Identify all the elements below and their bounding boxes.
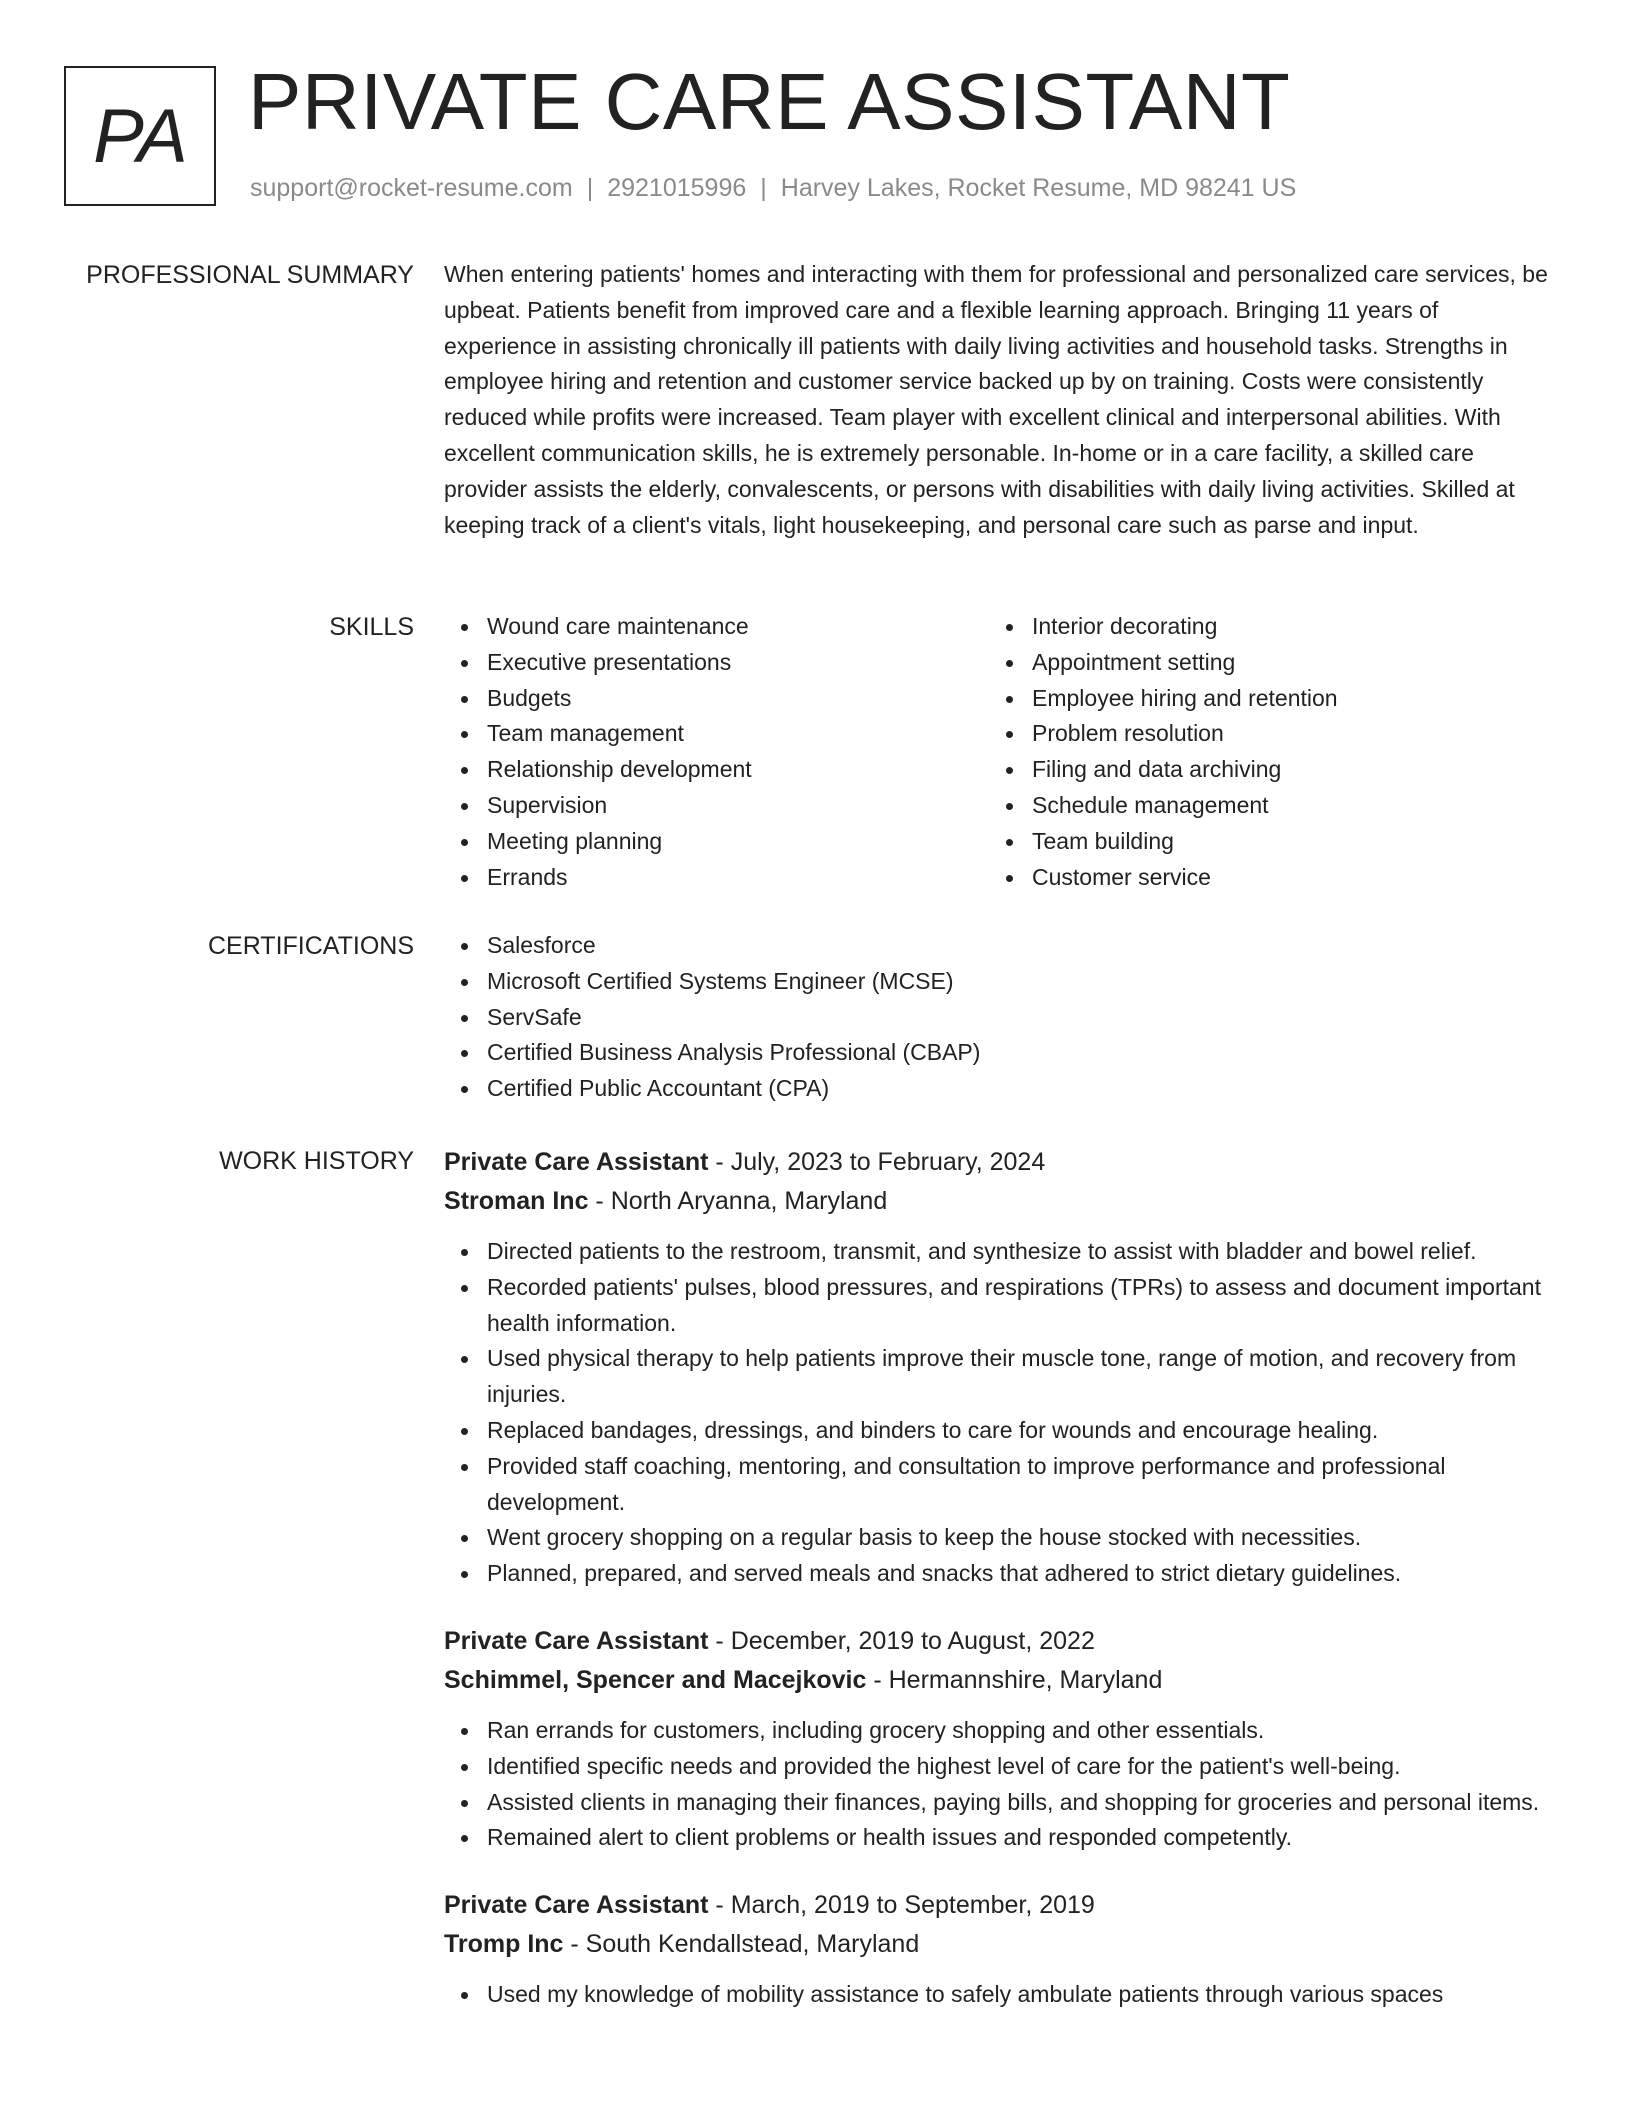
skill-item: Executive presentations [444, 645, 989, 681]
job-company-line [444, 1925, 1556, 1964]
job-company: Tromp Inc [444, 1930, 564, 1959]
job-duty-item: Assisted clients in managing their finances, paying bills, and shopping for groceries and personal items. [444, 1785, 1556, 1821]
skills-list-left [444, 609, 989, 895]
job-duties-list [444, 1234, 1556, 1592]
contact-separator: | [586, 174, 594, 202]
section-label-skills: SKILLS [329, 613, 414, 641]
skills-body [444, 609, 1556, 895]
skill-item: Filing and data archiving [989, 752, 1534, 788]
skill-item: Employee hiring and retention [989, 681, 1534, 717]
job-duty-item: Provided staff coaching, mentoring, and consultation to improve performance and professional development. [444, 1449, 1556, 1521]
job-entry [444, 1886, 1556, 2013]
summary-text: When entering patients' homes and interacting with them for professional and personalized care services, be upbeat. Patients benefit from improved care and a flexible learning approach. Bringing 11 years of experience in assisting chronically ill patients with daily living activities and household tasks. Strengths in employee hiring and retention and customer service backed up by on training. Costs were consistently reduced while profits were increased. Team player with excellent clinical and interpersonal abilities. With excellent communication skills, he is extremely personable. In-home or in a care facility, a skilled care provider assists the elderly, convalescents, or persons with disabilities with daily living activities. Skilled at keeping track of a client's vitals, light housekeeping, and personal care such as parse and input. [444, 261, 1548, 538]
skill-item: Customer service [989, 860, 1534, 896]
skill-item: Schedule management [989, 788, 1534, 824]
job-company: Stroman Inc [444, 1187, 589, 1215]
contact-email: support@rocket-resume.com [250, 174, 573, 202]
certification-item: Certified Business Analysis Professional (CBAP) [444, 1035, 1556, 1071]
certification-item: ServSafe [444, 1000, 1556, 1036]
job-duty-item: Used physical therapy to help patients improve their muscle tone, range of motion, and recovery from injuries. [444, 1341, 1556, 1413]
job-company-line [444, 1661, 1556, 1700]
skill-item: Interior decorating [989, 609, 1534, 645]
job-duty-item: Identified specific needs and provided the highest level of care for the patient's well-being. [444, 1749, 1556, 1785]
contact-separator: | [760, 174, 767, 202]
section-label-certifications: CERTIFICATIONS [207, 932, 414, 960]
certifications-body [444, 928, 1556, 1107]
skill-item: Errands [444, 860, 989, 896]
certifications-list [444, 928, 1556, 1107]
section-label-work: WORK HISTORY [219, 1147, 414, 1175]
job-company-line [444, 1182, 1556, 1221]
job-location: - North Aryanna, Maryland [588, 1187, 888, 1215]
page-title: PRIVATE CARE ASSISTANT [248, 57, 1291, 146]
skill-item: Team building [989, 824, 1534, 860]
monogram: PA [64, 66, 216, 206]
skill-item: Wound care maintenance [444, 609, 989, 645]
job-title: Private Care Assistant [444, 1891, 709, 1920]
job-duties-list [444, 1977, 1556, 2013]
contact-line [250, 174, 1296, 203]
certification-item: Microsoft Certified Systems Engineer (MCSE) [444, 964, 1556, 1000]
job-location: - Hermannshire, Maryland [866, 1665, 1163, 1694]
skill-item: Team management [444, 716, 989, 752]
job-duty-item: Planned, prepared, and served meals and snacks that adhered to strict dietary guidelines. [444, 1556, 1556, 1592]
job-title: Private Care Assistant [444, 1626, 709, 1655]
job-title: Private Care Assistant [444, 1148, 709, 1176]
job-dates: - March, 2019 to September, 2019 [708, 1891, 1095, 1920]
certification-item: Salesforce [444, 928, 1556, 964]
job-title-line [444, 1143, 1556, 1182]
job-duty-item: Remained alert to client problems or health issues and responded competently. [444, 1820, 1556, 1856]
skill-item: Problem resolution [989, 716, 1534, 752]
job-title-line [444, 1622, 1556, 1661]
contact-phone: 2921015996 [607, 174, 747, 202]
certification-item: Certified Public Accountant (CPA) [444, 1071, 1556, 1107]
skills-list-right [989, 609, 1534, 895]
job-duty-item: Directed patients to the restroom, transmit, and synthesize to assist with bladder and bowel relief. [444, 1234, 1556, 1270]
job-duty-item: Went grocery shopping on a regular basis to keep the house stocked with necessities. [444, 1520, 1556, 1556]
job-duty-item: Ran errands for customers, including grocery shopping and other essentials. [444, 1713, 1556, 1749]
skill-item: Appointment setting [989, 645, 1534, 681]
work-body [444, 1143, 1556, 2043]
job-duty-item: Recorded patients' pulses, blood pressures, and respirations (TPRs) to assess and document important health information. [444, 1270, 1556, 1342]
job-entry [444, 1622, 1556, 1856]
job-dates: - July, 2023 to February, 2024 [708, 1148, 1046, 1176]
job-title-line [444, 1886, 1556, 1925]
job-company: Schimmel, Spencer and Macejkovic [444, 1665, 867, 1694]
job-location: - South Kendallstead, Maryland [563, 1930, 920, 1959]
job-duty-item: Used my knowledge of mobility assistance to safely ambulate patients through various spaces [444, 1977, 1556, 2013]
job-entry [444, 1143, 1556, 1592]
job-duty-item: Replaced bandages, dressings, and binders to care for wounds and encourage healing. [444, 1413, 1556, 1449]
job-dates: - December, 2019 to August, 2022 [708, 1626, 1095, 1655]
skill-item: Meeting planning [444, 824, 989, 860]
skill-item: Budgets [444, 681, 989, 717]
skill-item: Supervision [444, 788, 989, 824]
summary-body [444, 257, 1556, 543]
job-duties-list [444, 1713, 1556, 1856]
skill-item: Relationship development [444, 752, 989, 788]
section-label-summary: PROFESSIONAL SUMMARY [86, 261, 414, 289]
contact-address: Harvey Lakes, Rocket Resume, MD 98241 US [780, 174, 1297, 202]
